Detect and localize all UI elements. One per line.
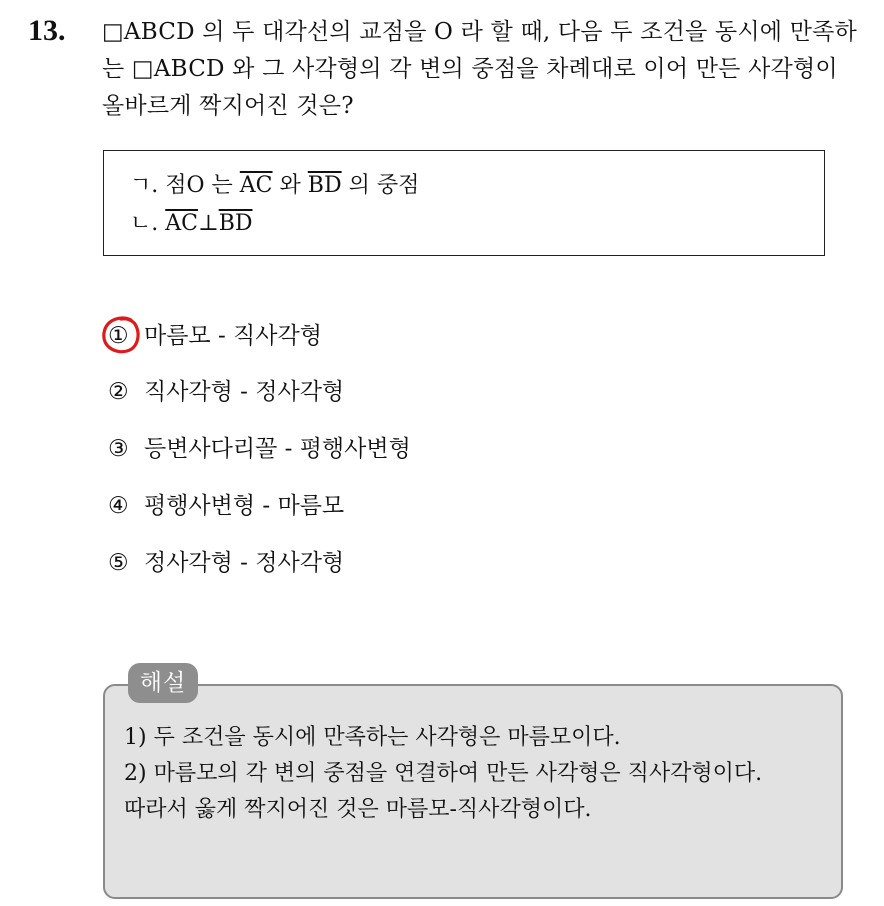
choice-2-text: 직사각형 - 정사각형 [144, 379, 345, 405]
solution-line-3: 따라서 옳게 짝지어진 것은 마름모-직사각형이다. [124, 797, 592, 822]
choice-4-number: ④ [108, 493, 129, 519]
choice-5-number: ⑤ [108, 550, 129, 576]
segment-ac: $\overline{AC}$ [239, 173, 273, 198]
choice-5-text: 정사각형 - 정사각형 [144, 550, 345, 576]
choice-4[interactable] [108, 490, 344, 522]
condition-1-suffix: 의 중점 [348, 173, 420, 198]
question-text: □ABCD 의 두 대각선의 교점을 O 라 할 때, 다음 두 조건을 동시에 만족하는 □ABCD 와 그 사각형의 각 변의 중점을 차례대로 이어 만든 사각형이 올바르게 짝지어진 것은? [102, 19, 857, 119]
solution-line-2: 2) 마름모의 각 변의 중점을 연결하여 만든 사각형은 직사각형이다. [124, 761, 763, 786]
choice-3-number: ③ [108, 436, 129, 462]
segment-bd: $\overline{BD}$ [218, 211, 253, 236]
perpendicular-symbol: ⊥ [197, 211, 219, 236]
condition-1-prefix: 점O 는 [165, 173, 233, 198]
solution-label: 해설 [128, 663, 198, 703]
choice-1[interactable] [108, 320, 322, 352]
segment-ac: $\overline{AC}$ [165, 211, 198, 236]
choice-2-number: ② [108, 379, 129, 405]
condition-1-marker: ㄱ. [130, 173, 159, 198]
choice-2[interactable] [108, 376, 344, 408]
condition-2 [130, 209, 253, 239]
segment-bd: $\overline{BD}$ [307, 173, 342, 198]
choice-3[interactable] [108, 433, 411, 465]
solution-text [124, 720, 834, 828]
choice-1-text: 마름모 - 직사각형 [144, 323, 322, 349]
condition-2-marker: ㄴ. [130, 211, 159, 236]
choice-1-number: ① [108, 323, 129, 349]
question-number: 13. [28, 14, 66, 47]
condition-1-mid: 와 [279, 173, 301, 198]
choice-3-text: 등변사다리꼴 - 평행사변형 [144, 436, 411, 462]
choice-4-text: 평행사변형 - 마름모 [144, 493, 345, 519]
choice-5[interactable] [108, 547, 344, 579]
solution-line-1: 1) 두 조건을 동시에 만족하는 사각형은 마름모이다. [124, 725, 621, 750]
conditions-box [103, 150, 825, 256]
condition-1 [130, 171, 419, 201]
